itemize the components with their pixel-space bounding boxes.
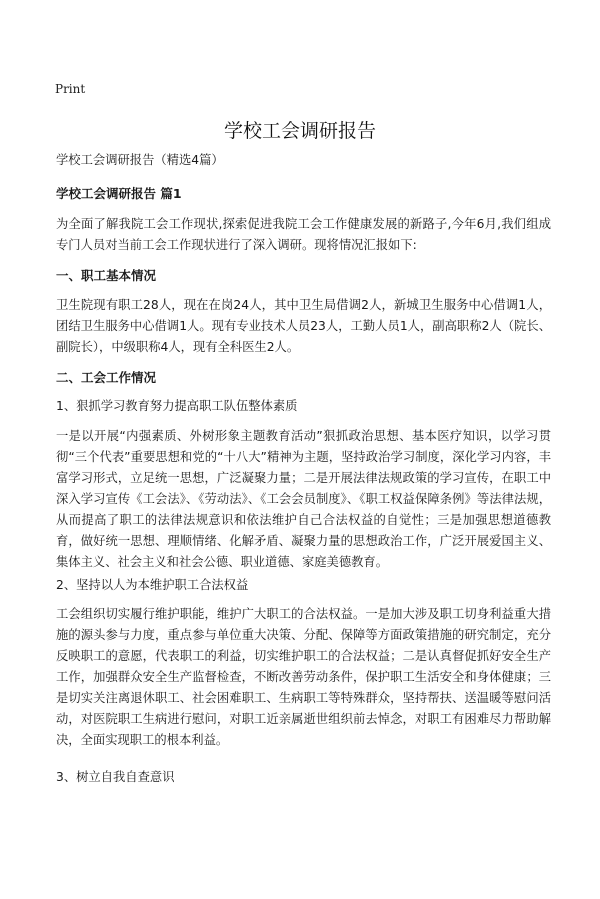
article-heading: 学校工会调研报告 篇1 (56, 186, 182, 201)
subtitle: 学校工会调研报告（精选4篇） (56, 153, 224, 167)
section-heading-union-work: 二、工会工作情况 (56, 370, 157, 385)
intro-paragraph: 为全面了解我院工会工作现状,探索促进我院工会工作健康发展的新路子,今年6月,我们组成专门人员对当前工会工作现状进行了深入调研。现将情况汇报如下: (56, 217, 551, 252)
print-label: Print (55, 82, 86, 96)
rights-paragraph: 工会组织切实履行维护职能，维护广大职工的合法权益。一是加大涉及职工切身利益重大措施的源头参与力度，重点参与单位重大决策、分配、保障等方面政策措施的研究制定，充分反映职工的意愿，代表职工的利益，切实维护职工的合法权益；二是认真督促抓好安全生产工作，加强群众安全生产监督检查，不断改善劳动条件，保护职工生活安全和身体健康；三是切实关注离退休职工、社会困难职工、生病职工等特殊群众，坚持帮扶、送温暖等慰问活动，对医院职工生病进行慰问，对职工近亲属逝世组织前去悼念，对职工有困难尽力帮助解决，全面实现职工的根本利益。 (56, 607, 551, 747)
staff-paragraph: 卫生院现有职工28人，现在在岗24人，其中卫生局借调2人，新城卫生服务中心借调1人，团结卫生服务中心借调1人。现有专业技术人员23人，工勤人员1人，副高职称2人（院长、副院长），中级职称4人，现有全科医生2人。 (56, 298, 551, 354)
subsection-heading-education: 1、狠抓学习教育努力提高职工队伍整体素质 (56, 399, 298, 413)
subsection-heading-self-check: 3、树立自我自查意识 (56, 770, 175, 784)
subsection-heading-rights: 2、坚持以人为本维护职工合法权益 (56, 578, 249, 592)
page-title: 学校工会调研报告 (223, 120, 376, 142)
education-paragraph: 一是以开展“内强素质、外树形象主题教育活动”狠抓政治思想、基本医疗知识，以学习贯彻“三个代表”重要思想和党的“十八大”精神为主题，坚持政治学习制度，深化学习内容，丰富学习形式，立足统一思想，广泛凝聚力量；二是开展法律法规政策的学习宣传，在职工中深入学习宣传《工会法》、《劳动法》、《工会会员制度》、《职工权益保障条例》等法律法规，从而提高了职工的法律法规意识和依法维护自己合法权益的自觉性；三是加强思想道德教育，做好统一思想、理顺情绪、化解矛盾、凝聚力量的思想政治工作，广泛开展爱国主义、集体主义、社会主义和社会公德、职业道德、家庭美德教育。 (56, 429, 551, 569)
section-heading-staff: 一、职工基本情况 (56, 268, 157, 283)
